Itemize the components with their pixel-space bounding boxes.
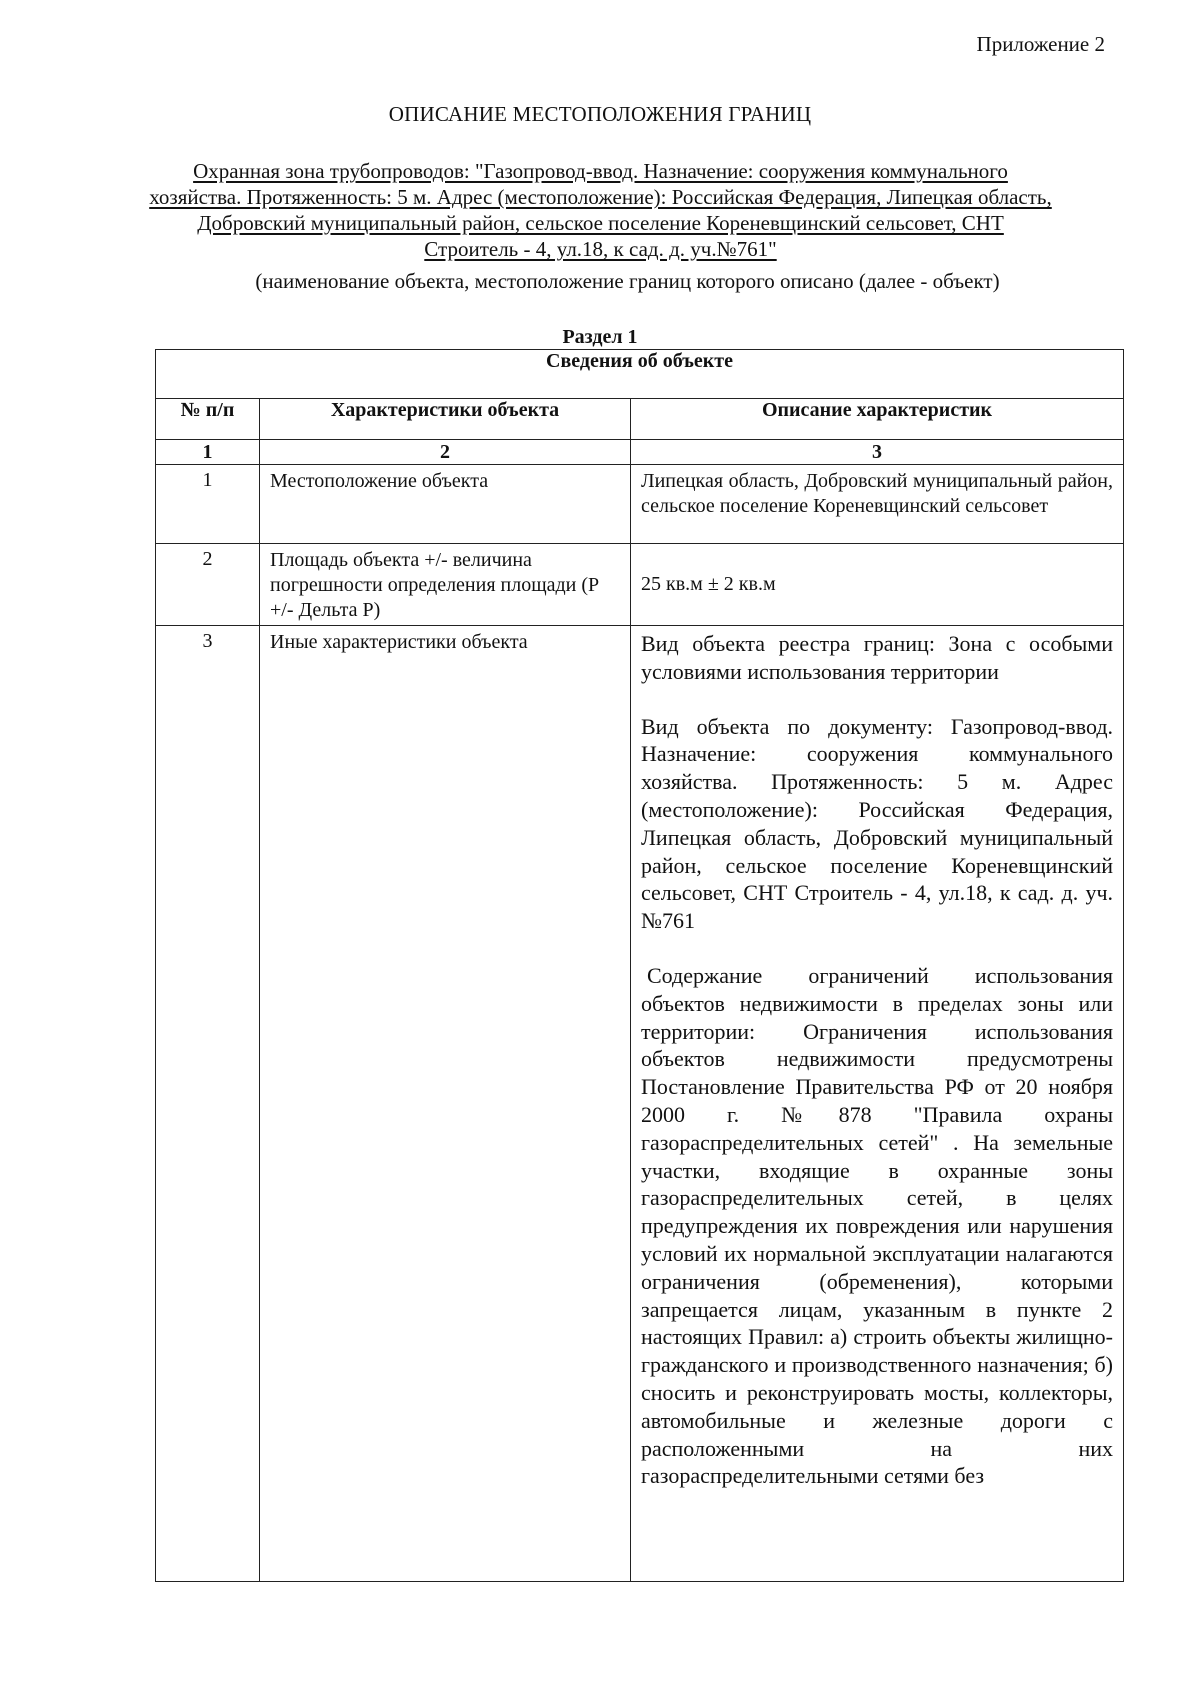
object-info-table: [155, 349, 1124, 1582]
description-paragraph: Вид объекта по документу: Газопровод-ввод. Назначение: сооружения коммунального хозяйства. Протяженность: 5 м. Адрес (местоположение): Российская Федерация, Липецкая область, Добровский муниципальный район, сельское поселение Кореневщинский сельсовет, СНТ Строитель - 4, ул.18, к сад. д. уч.№761: [641, 713, 1114, 934]
appendix-label: Приложение 2: [976, 32, 1105, 56]
description-paragraph: Содержание ограничений использования объектов недвижимости в пределах зоны или территории: Ограничения использования объектов недвижимости предусмотрены Постановление Правительства РФ от 20 ноября 2000 г. №878 "Правила охраны газораспределительных сетей" . На земельные участки, входящие в охранные зоны газораспределительных сетей, в целях предупреждения их повреждения или нарушения условий их нормальной эксплуатации налагаются ограничения (обременения), которыми запрещается лицам, указанным в пункте 2 настоящих Правил: а) строить объекты жилищно-гражданского и производственного назначения; б) сносить и реконструировать мосты, коллекторы, автомобильные и железные дороги с расположенными на них газораспределительными сетями без: [641, 962, 1114, 1489]
object-name: Охранная зона трубопроводов: "Газопровод-ввод. Назначение: сооружения коммунального хозяйства. Протяженность: 5 м. Адрес (местоположение): Российская Федерация, Липецкая область, Добровский муниципальный район, сельское поселение Кореневщинский сельсовет, СНТ Строитель - 4, ул.18, к сад. д. уч.№761": [149, 159, 1052, 261]
document-title: ОПИСАНИЕ МЕСТОПОЛОЖЕНИЯ ГРАНИЦ: [388, 102, 812, 126]
row-characteristic: Иные характеристики объекта: [260, 626, 631, 1582]
row-description: [631, 626, 1124, 1582]
row-number: 2: [156, 544, 260, 626]
table-row: [156, 626, 1124, 1582]
description-paragraph: Вид объекта реестра границ: Зона с особыми условиями использования территории: [641, 631, 1114, 684]
row-number: 1: [156, 465, 260, 544]
table-row: [156, 465, 1124, 544]
row-description: 25 кв.м ± 2 кв.м: [631, 544, 1124, 626]
column-header-characteristic: Характеристики объекта: [260, 399, 631, 440]
table-row: [156, 544, 1124, 626]
table-header-row: [156, 399, 1124, 440]
table-caption-row: [156, 350, 1124, 399]
column-number: 3: [631, 440, 1124, 465]
column-number: 1: [156, 440, 260, 465]
row-characteristic: Площадь объекта +/- величина погрешности определения площади (Р +/- Дельта Р): [260, 544, 631, 626]
column-number-row: [156, 440, 1124, 465]
column-number: 2: [260, 440, 631, 465]
object-name-caption: (наименование объекта, местоположение границ которого описано (далее - объект): [255, 269, 1000, 293]
column-header-number: № п/п: [156, 399, 260, 440]
table-caption: Сведения об объекте: [156, 350, 1124, 399]
column-header-description: Описание характеристик: [631, 399, 1124, 440]
section-title: Раздел 1: [562, 326, 638, 348]
row-number: 3: [156, 626, 260, 1582]
row-description: Липецкая область, Добровский муниципальный район, сельское поселение Кореневщинский сельсовет: [631, 465, 1124, 544]
row-characteristic: Местоположение объекта: [260, 465, 631, 544]
